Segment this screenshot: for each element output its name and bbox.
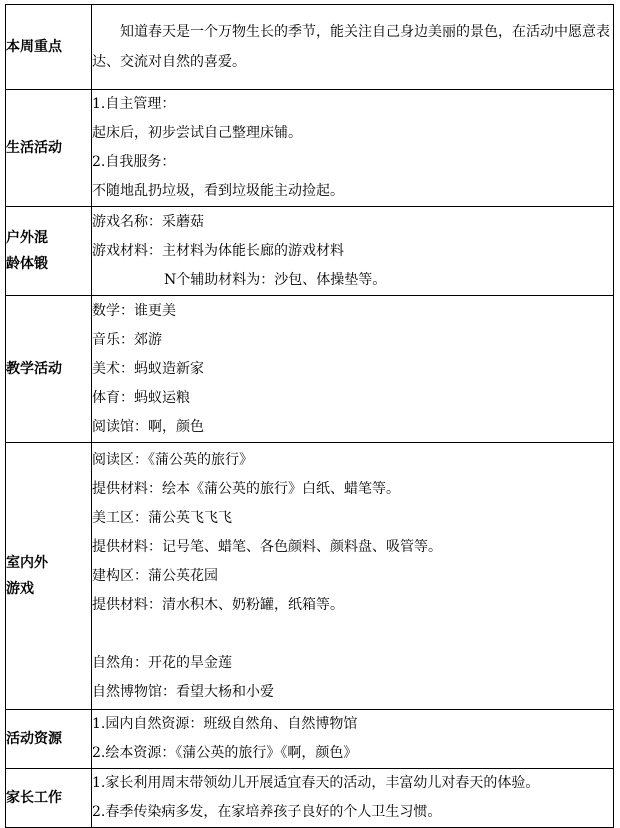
content-line: 音乐：郊游 [92,331,162,348]
content-line: 1.家长利用周末带领幼儿开展适宜春天的活动，丰富幼儿对春天的体验。 [92,775,540,791]
label-line: 龄体锻 [6,256,48,272]
row-label: 本周重点 [6,5,92,90]
content-line: 不随地乱扔垃圾，看到垃圾能主动捡起。 [92,183,344,199]
content-line: 体育：蚂蚁运粮 [92,389,190,406]
label-line: 室内外 [6,555,48,571]
row-content [92,443,614,710]
row-label [6,443,92,710]
row-content [92,769,614,828]
row-label: 活动资源 [6,710,92,769]
content-line: 自然角：开花的旱金莲 [92,654,232,671]
row-content [92,5,614,90]
content-line: 提供材料：清水积木、奶粉罐，纸箱等。 [92,596,344,613]
content-line: N个辅助材料为：沙包、体操垫等。 [164,271,387,288]
row-label: 教学活动 [6,296,92,443]
label-line: 户外混 [6,230,48,246]
content-line: 提供材料：记号笔、蜡笔、各色颜料、颜料盘、吸管等。 [92,538,442,555]
content-line: 阅读区：《蒲公英的旅行》 [92,451,253,468]
content-line: 美工区：蒲公英飞飞飞 [92,509,232,526]
content-line: 1.自主管理： [92,96,176,112]
content-line: 起床后，初步尝试自己整理床铺。 [92,125,302,141]
content-line: 美术：蚂蚁造新家 [92,360,204,377]
label-line: 游戏 [6,581,34,597]
row-label: 生活活动 [6,90,92,207]
content-line: 建构区：蒲公英花园 [92,567,218,584]
row-content [92,207,614,296]
row-label [6,207,92,296]
content-line: 阅读馆：啊，颜色 [92,418,204,435]
blank-line [92,620,613,649]
weekly-plan-table [5,4,614,828]
row-teaching [6,296,614,443]
content-line: 2.绘本资源：《蒲公英的旅行》《啊，颜色》 [92,745,358,761]
content-line: 游戏材料：主材料为体能长廊的游戏材料 [92,242,344,259]
content-line: 数学：谁更美 [92,302,176,319]
row-resources [6,710,614,769]
row-parents [6,769,614,828]
row-outdoor [6,207,614,296]
row-content [92,296,614,443]
focus-text: 知道春天是一个万物生长的季节，能关注自己身边美丽的景色，在活动中愿意表达、交流对自然的喜爱。 [92,24,610,70]
content-line: 提供材料：绘本《蒲公英的旅行》白纸、蜡笔等。 [92,480,400,497]
content-line: 自然博物馆：看望大杨和小爱 [92,683,274,700]
content-line: 1.园内自然资源：班级自然角、自然博物馆 [92,716,358,732]
row-label: 家长工作 [6,769,92,828]
row-content [92,90,614,207]
row-content [92,710,614,769]
content-line: 2.自我服务： [92,154,176,170]
row-focus [6,5,614,90]
row-life [6,90,614,207]
row-games [6,443,614,710]
content-line: 2.春季传染病多发，在家培养孩子良好的个人卫生习惯。 [92,804,442,820]
content-line: 游戏名称：采蘑菇 [92,213,204,230]
